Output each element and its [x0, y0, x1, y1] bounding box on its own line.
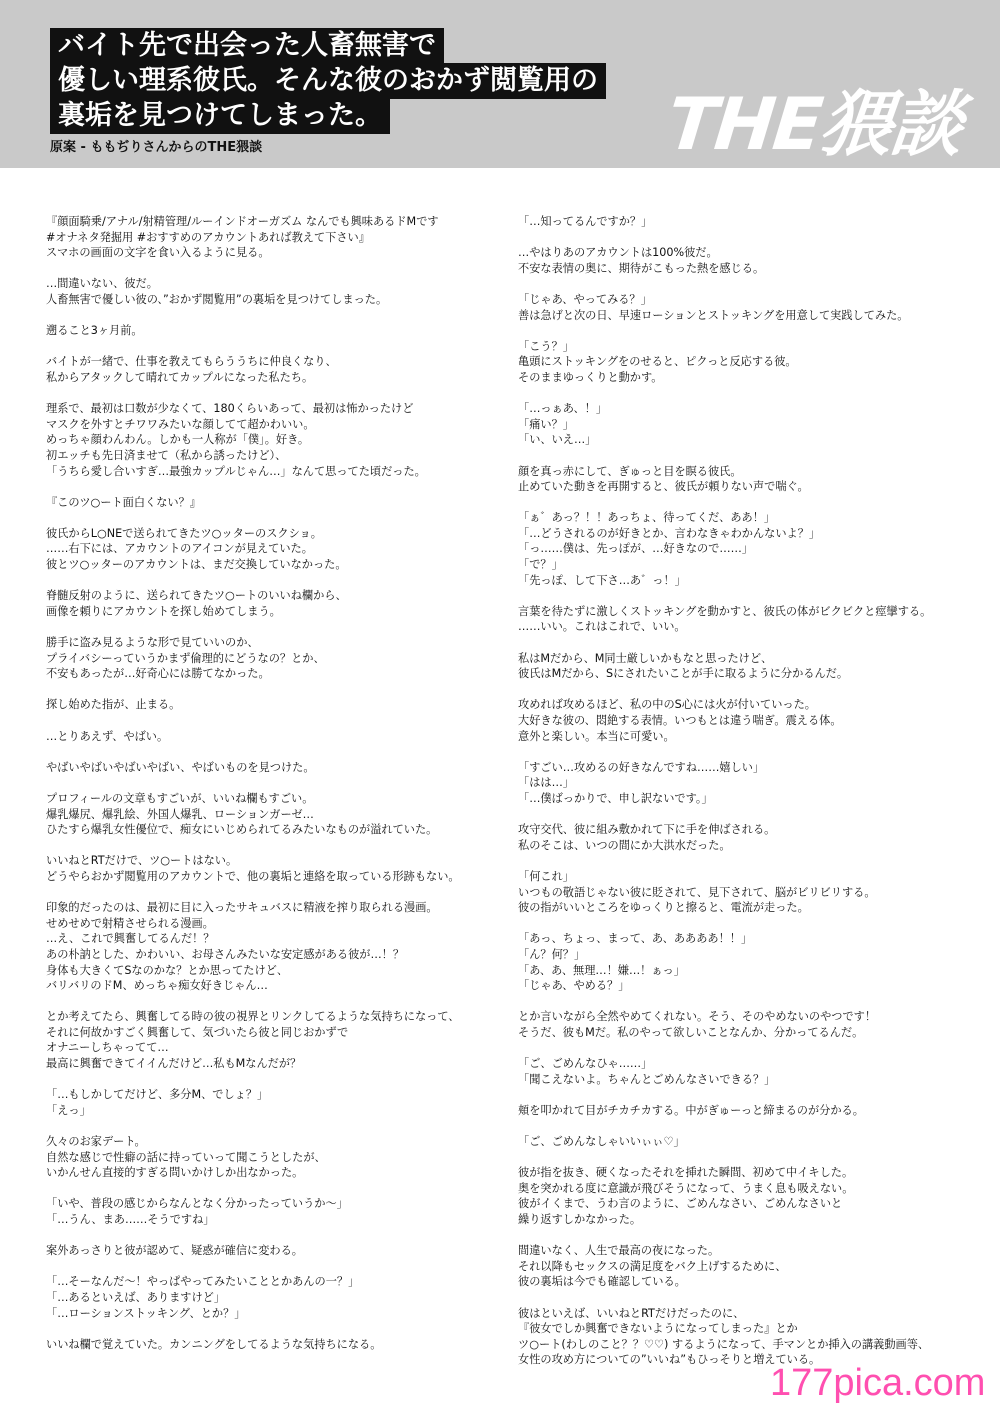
- title-line-1: バイト先で出会った人畜無害で: [50, 28, 444, 64]
- title-line-3: 裏垢を見つけてしまった。: [50, 98, 390, 134]
- story-right-column: 「…知ってるんですか？」 …やはりあのアカウントは100%彼だ。 不安な表情の奥に、期待がこもった熱を感じる。 「じゃあ、やってみる？」 善は急げと次の日、早速ローションとストッキングを用意して実践してみた。 「こう？」 亀頭にストッキングをのせると、ピクっと反応する彼。 そのままゆっくりと動かす。 「…っぁあ、！」 「痛い？」 「い、いえ…」 顔を真っ赤にして、ぎゅっと目を瞑る彼氏。 止めていた動きを再開すると、彼氏が頼りない声で喘ぐ。 「ぁ゛あっ？！！あっちょ、待ってくだ、ああ！」 「…どうされるのが好きとか、言わなきゃわかんないよ？」 「っ……僕は、先っぽが、…好きなので……」 「で？」 「先っぽ、して下さ…あ゛っ！」 言葉を待たずに激しくストッキングを動かすと、彼氏の体がビクビクと痙攣する。 ……いい。これはこれで、いい。 私はMだから、M同士厳しいかもなと思ったけど、 彼氏はMだから、Sにされたいことが手に取るように分かるんだ。 攻めれば攻めるほど、私の中のS心には火が付いていった。 大好きな彼の、悶絶する表情。いつもとは違う喘ぎ。震える体。 意外と楽しい。本当に可愛い。 「すごい…攻めるの好きなんですね……嬉しい」 「はは…」 「…僕ばっかりで、申し訳ないです。」 攻守交代、彼に組み敷かれて下に手を伸ばされる。 私のそこは、いつの間にか大洪水だった。 「何これ」 いつもの敬語じゃない彼に貶されて、見下されて、脳がビリビリする。 彼の指がいいところをゆっくりと擦ると、電流が走った。 「あっ、ちょっ、まって、あ、ああああ！！」 「ん？何？」 「あ、あ、無理…！嫌…！ぁっ」 「じゃあ、やめる？」 とか言いながら全然やめてくれない。そう、そのやめないのやつです！ そうだ、彼もMだ。私のやって欲しいことなんか、分かってるんだ。 「ご、ごめんなひゃ……」 「聞こえないよ。ちゃんとごめんなさいできる？」 頬を叩かれて目がチカチカする。中がぎゅーっと締まるのが分かる。 「ご、ごめんなしゃいいぃぃ♡」 彼が指を抜き、硬くなったそれを挿れた瞬間、初めて中イキした。 奥を突かれる度に意識が飛びそうになって、うまく息も吸えない。 彼がイくまで、うわ言のように、ごめんなさい、ごめんなさいと 繰り返すしかなかった。 間違いなく、人生で最高の夜になった。 それ以降もセックスの満足度をバク上げするために、 彼の裏垢は今でも確認している。 彼はといえば、いいねとRTだけだったのに、 『彼女でしか興奮できないようになってしまった』とか ツ○ート(わしのこと？？♡♡) するようになって、手マンとか挿入の講義動画等、 女性の攻め方についての”いいね”もひっそりと増えている。: [518, 215, 932, 1367]
- title-line-2: 優しい理系彼氏。そんな彼のおかず閲覧用の: [50, 63, 606, 99]
- the-waidan-logo: THE猥談: [663, 82, 965, 166]
- subtitle-credit: 原案 - ももぢりさんからのTHE猥談: [50, 140, 263, 155]
- watermark-text: 177pica.com: [770, 1362, 986, 1404]
- header-banner: [0, 0, 1000, 168]
- story-left-column: 『顔面騎乗/アナル/射精管理/ルーインドオーガズム なんでも興味あるドMです #オナネタ発掘用 #おすすめのアカウントあれば教えて下さい』 スマホの画面の文字を食い入るように見る。 …間違いない、彼だ。 人畜無害で優しい彼の、”おかず閲覧用”の裏垢を見つけてしまった。 遡ること3ヶ月前。 バイトが一緒で、仕事を教えてもらううちに仲良くなり、 私からアタックして晴れてカップルになった私たち。 理系で、最初は口数が少なくて、180くらいあって、最初は怖かったけど マスクを外すとチワワみたいな顔してて超かわいい。 めっちゃ顔わんわん。しかも一人称が「僕」。好き。 初エッチも先日済ませて（私から誘ったけど）、 「うちら愛し合いすぎ…最強カップルじゃん…」なんて思ってた頃だった。 『このツ○ート面白くない？』 彼氏からL○NEで送られてきたツ○ッターのスクショ。 ……右下には、アカウントのアイコンが見えていた。 彼とツ○ッターのアカウントは、まだ交換していなかった。 脊髄反射のように、送られてきたツ○ートのいいね欄から、 画像を頼りにアカウントを探し始めてしまう。 勝手に盗み見るような形で見ていいのか、 プライバシーっていうかまず倫理的にどうなの？とか、 不安もあったが…好奇心には勝てなかった。 探し始めた指が、止まる。 …とりあえず、やばい。 やばいやばいやばいやばい、やばいものを見つけた。 プロフィールの文章もすごいが、いいね欄もすごい。 爆乳爆尻、爆乳絵、外国人爆乳、ローションガーゼ… ひたすら爆乳女性優位で、痴女にいじめられてるみたいなものが溢れていた。 いいねとRTだけで、ツ○ートはない。 どうやらおかず閲覧用のアカウントで、他の裏垢と連絡を取っている形跡もない。 印象的だったのは、最初に目に入ったサキュバスに精液を搾り取られる漫画。 せめせめで射精させられる漫画。 …え、これで興奮してるんだ！？ あの朴訥とした、かわいい、お母さんみたいな安定感がある彼が…！？ 身体も大きくてSなのかな？とか思ってたけど、 バリバリのドM、めっちゃ痴女好きじゃん… とか考えてたら、興奮してる時の彼の視界とリンクしてるような気持ちになって、 それに何故かすごく興奮して、気づいたら彼と同じおかずで オナニーしちゃってて… 最高に興奮できてイイんだけど…私もMなんだが？ 「…もしかしてだけど、多分M、でしょ？」 「えっ」 久々のお家デート。 自然な感じで性癖の話に持っていって聞こうとしたが、 いかんせん直接的すぎる問いかけしか出なかった。 「いや、普段の感じからなんとなく分かったっていうか〜」 「…うん、まあ……そうですね」 案外あっさりと彼が認めて、疑惑が確信に変わる。 「…そーなんだ〜！やっぱやってみたいこととかあんの一？」 「…あるといえば、ありますけど」 「…ローションストッキング、とか？」 いいね欄で覚えていた。カンニングをしてるような気持ちになる。: [46, 215, 460, 1351]
